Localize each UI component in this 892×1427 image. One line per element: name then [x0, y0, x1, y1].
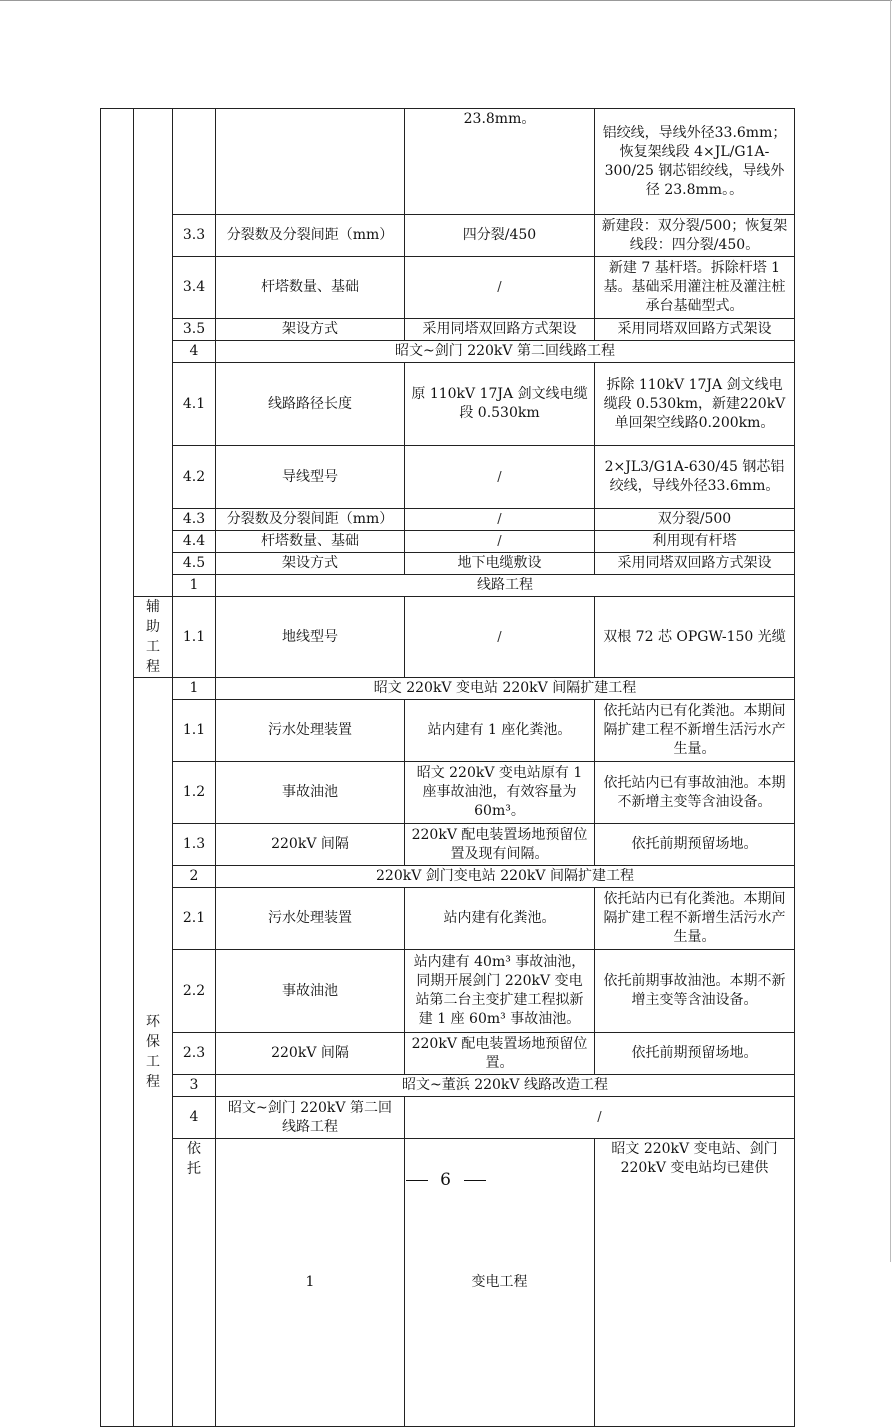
item-name: 变电工程 — [405, 1139, 595, 1427]
item-name: 架设方式 — [216, 553, 405, 575]
item-no: 2.1 — [173, 888, 216, 950]
item-before: 站内建有化粪池。 — [405, 888, 595, 950]
project-table — [100, 108, 795, 1427]
section-no: 2 — [173, 866, 216, 888]
footer-dash-right — [464, 1180, 486, 1181]
item-before: 站内建有 40m³ 事故油池，同期开展剑门 220kV 变电站第二台主变扩建工程拟新建 1 座 60m³ 事故油池。 — [405, 950, 595, 1033]
page-right-border — [890, 0, 891, 1262]
item-before: 220kV 配电装置场地预留位置及现有间隔。 — [405, 824, 595, 866]
item-no — [173, 109, 216, 215]
item-after: 依托站内已有化粪池。本期间隔扩建工程不新增生活污水产生量。 — [595, 888, 795, 950]
item-no: 4.2 — [173, 446, 216, 509]
item-before: 地下电缆敷设 — [405, 553, 595, 575]
item-name: 事故油池 — [216, 762, 405, 824]
item-merged: / — [405, 1097, 795, 1139]
page-footer — [0, 1170, 892, 1190]
item-no: 3.5 — [173, 319, 216, 341]
item-after: 新建 7 基杆塔。拆除杆塔 1 基。基础采用灌注桩及灌注桩承台基础型式。 — [595, 257, 795, 319]
item-name: 架设方式 — [216, 319, 405, 341]
item-name: 220kV 间隔 — [216, 1033, 405, 1075]
item-name: 线路路径长度 — [216, 363, 405, 446]
item-no: 1 — [216, 1139, 405, 1427]
item-after: 利用现有杆塔 — [595, 531, 795, 553]
page-top-border — [0, 0, 892, 1]
category-env-label: 环保工程 — [146, 1014, 160, 1090]
item-name: 事故油池 — [216, 950, 405, 1033]
item-after: 新建段：双分裂/500；恢复架线段：四分裂/450。 — [595, 215, 795, 257]
category-aux — [134, 597, 173, 678]
table-row — [101, 950, 795, 1033]
section-title: 昭文 220kV 变电站 220kV 间隔扩建工程 — [216, 678, 795, 700]
item-no: 2.2 — [173, 950, 216, 1033]
section-no: 3 — [173, 1075, 216, 1097]
item-before: 站内建有 1 座化粪池。 — [405, 700, 595, 762]
category-dep-label: 依托 — [187, 1141, 201, 1177]
table-row — [101, 575, 795, 597]
table-row — [101, 319, 795, 341]
table-row — [101, 553, 795, 575]
item-before: 220kV 配电装置场地预留位置。 — [405, 1033, 595, 1075]
item-no: 1.1 — [173, 597, 216, 678]
item-after: 采用同塔双回路方式架设 — [595, 319, 795, 341]
table-row — [101, 363, 795, 446]
item-before: / — [405, 446, 595, 509]
category-cell-main — [134, 109, 173, 597]
table-row — [101, 341, 795, 363]
section-title: 昭文~剑门 220kV 第二回线路工程 — [216, 341, 795, 363]
item-name: 分裂数及分裂间距（mm） — [216, 215, 405, 257]
item-before: 原 110kV 17JA 剑文线电缆段 0.530km — [405, 363, 595, 446]
outer-category-cell — [101, 109, 134, 1427]
item-before: 采用同塔双回路方式架设 — [405, 319, 595, 341]
item-before: 昭文 220kV 变电站原有 1 座事故油池，有效容量为 60m³。 — [405, 762, 595, 824]
item-name: 220kV 间隔 — [216, 824, 405, 866]
item-name: 导线型号 — [216, 446, 405, 509]
section-no: 4 — [173, 341, 216, 363]
table-row — [101, 678, 795, 700]
table-row — [101, 597, 795, 678]
item-before: 昭文 220kV 变电站、剑门 220kV 变电站均已建供 — [595, 1139, 795, 1427]
table-row — [101, 888, 795, 950]
item-name: 杆塔数量、基础 — [216, 531, 405, 553]
item-before: / — [405, 597, 595, 678]
table-row — [101, 700, 795, 762]
category-aux-label: 辅助工程 — [146, 599, 160, 675]
section-title: 昭文~董浜 220kV 线路改造工程 — [216, 1075, 795, 1097]
item-after: 依托前期预留场地。 — [595, 1033, 795, 1075]
item-name: 分裂数及分裂间距（mm） — [216, 509, 405, 531]
item-name: 地线型号 — [216, 597, 405, 678]
table-row — [101, 531, 795, 553]
item-no: 4.1 — [173, 363, 216, 446]
section-no: 4 — [173, 1097, 216, 1139]
table-row — [101, 1033, 795, 1075]
item-after: 拆除 110kV 17JA 剑文线电缆段 0.530km，新建220kV 单回架空线路0.200km。 — [595, 363, 795, 446]
item-before: / — [405, 531, 595, 553]
item-before: 四分裂/450 — [405, 215, 595, 257]
item-no: 1.1 — [173, 700, 216, 762]
page-number: 6 — [440, 1170, 452, 1190]
item-no: 4.3 — [173, 509, 216, 531]
item-no: 1.3 — [173, 824, 216, 866]
item-after: 依托站内已有事故油池。本期不新增主变等含油设备。 — [595, 762, 795, 824]
item-after: 依托站内已有化粪池。本期间隔扩建工程不新增生活污水产生量。 — [595, 700, 795, 762]
footer-dash-left — [406, 1180, 428, 1181]
table-row — [101, 257, 795, 319]
table-row — [101, 215, 795, 257]
item-after: 双根 72 芯 OPGW-150 光缆 — [595, 597, 795, 678]
table-row — [101, 109, 795, 215]
item-after: 双分裂/500 — [595, 509, 795, 531]
item-name: 污水处理装置 — [216, 888, 405, 950]
table-row — [101, 866, 795, 888]
table-row — [101, 762, 795, 824]
section-no: 1 — [173, 678, 216, 700]
section-title: 220kV 剑门变电站 220kV 间隔扩建工程 — [216, 866, 795, 888]
item-after: 采用同塔双回路方式架设 — [595, 553, 795, 575]
item-after: 2×JL3/G1A-630/45 钢芯铝绞线，导线外径33.6mm。 — [595, 446, 795, 509]
table-row — [101, 824, 795, 866]
section-title: 线路工程 — [216, 575, 795, 597]
item-name: 杆塔数量、基础 — [216, 257, 405, 319]
item-name — [216, 109, 405, 215]
table-row — [101, 1075, 795, 1097]
item-no: 3.3 — [173, 215, 216, 257]
item-no: 1.2 — [173, 762, 216, 824]
item-after: 依托前期事故油池。本期不新增主变等含油设备。 — [595, 950, 795, 1033]
table-row — [101, 1097, 795, 1139]
item-name: 污水处理装置 — [216, 700, 405, 762]
table-row — [101, 446, 795, 509]
category-env — [134, 678, 173, 1427]
item-before: 23.8mm。 — [405, 109, 595, 215]
item-no: 2.3 — [173, 1033, 216, 1075]
item-after: 铝绞线，导线外径33.6mm；恢复架线段 4×JL/G1A-300/25 钢芯铝绞线，导线外径 23.8mm。。 — [595, 109, 795, 215]
section-no: 1 — [173, 575, 216, 597]
item-after: 依托前期预留场地。 — [595, 824, 795, 866]
item-before: / — [405, 257, 595, 319]
item-no: 4.5 — [173, 553, 216, 575]
table-row — [101, 509, 795, 531]
item-name: 昭文~剑门 220kV 第二回线路工程 — [216, 1097, 405, 1139]
item-no: 3.4 — [173, 257, 216, 319]
item-no: 4.4 — [173, 531, 216, 553]
item-before: / — [405, 509, 595, 531]
